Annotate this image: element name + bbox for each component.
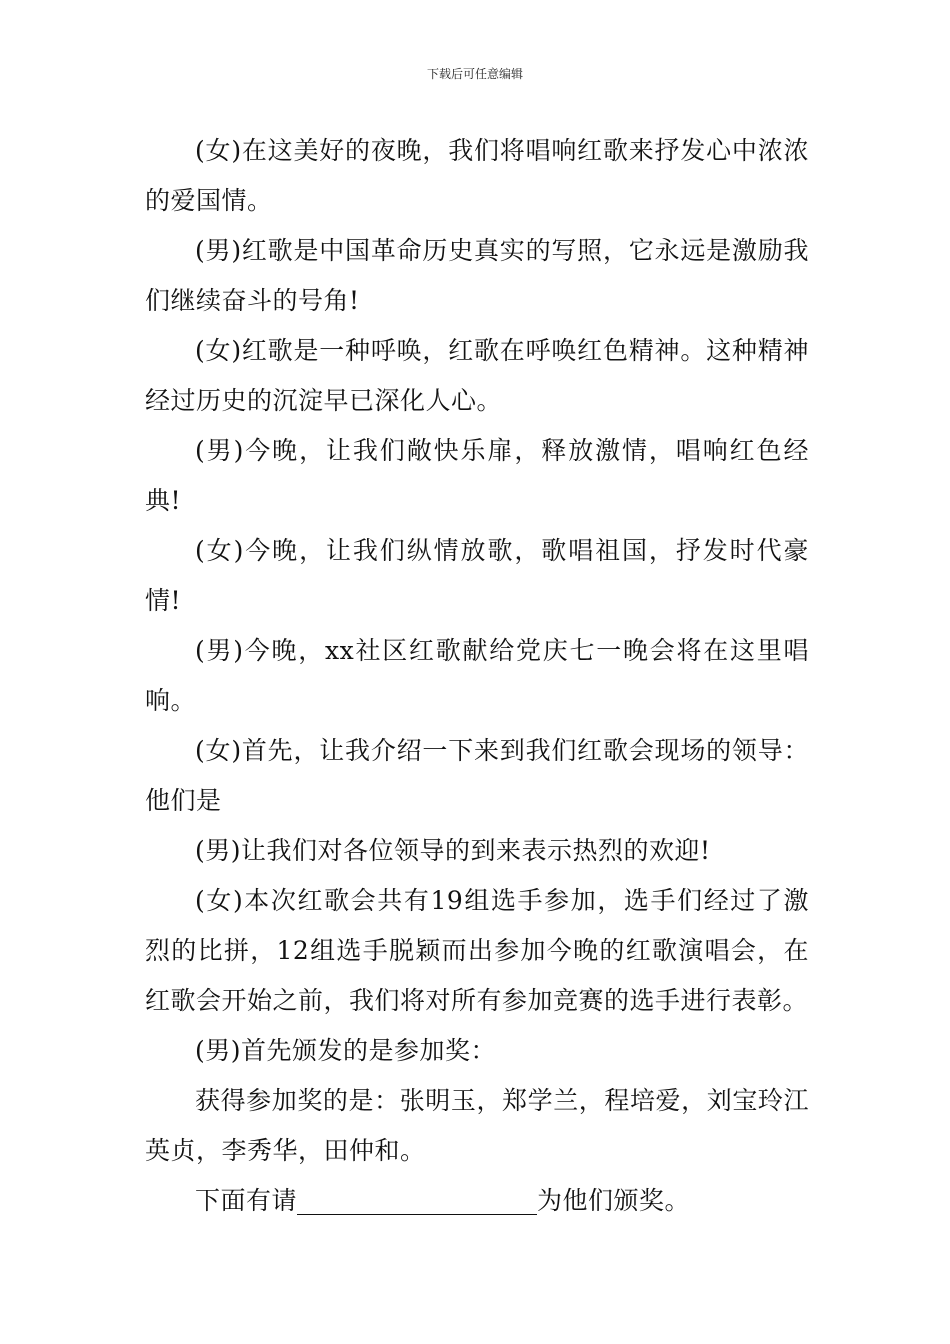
paragraph-12 [145,1176,809,1226]
paragraph-8: (男)让我们对各位领导的到来表示热烈的欢迎! [195,836,711,865]
paragraph-7: (女)首先，让我介绍一下来到我们红歌会现场的领导：他们是 [145,736,809,815]
paragraph-4: (男)今晚，让我们敞快乐扉，释放激情，唱响红色经典! [145,436,809,515]
paragraph-1: (女)在这美好的夜晚，我们将唱响红歌来抒发心中浓浓的爱国情。 [145,136,809,215]
paragraph-11: 获得参加奖的是：张明玉，郑学兰，程培爱，刘宝玲江英贞，李秀华，田仲和。 [145,1086,809,1165]
paragraph-2: (男)红歌是中国革命历史真实的写照，它永远是激励我们继续奋斗的号角! [145,236,809,315]
invite-text: 下面有请 [195,1186,298,1215]
award-text: 为他们颁奖。 [537,1186,691,1215]
document-body [145,126,809,1226]
paragraph-3: (女)红歌是一种呼唤，红歌在呼唤红色精神。这种精神经过历史的沉淀早已深化人心。 [145,336,809,415]
fill-in-blank-line [297,1184,537,1215]
paragraph-5: (女)今晚，让我们纵情放歌，歌唱祖国，抒发时代豪情! [145,536,809,615]
page-header: 下载后可任意编辑 [426,67,523,81]
paragraph-10: (男)首先颁发的是参加奖： [195,1036,497,1065]
paragraph-9: (女)本次红歌会共有19组选手参加，选手们经过了激烈的比拼，12组选手脱颖而出参加今晚的红歌演唱会，在红歌会开始之前，我们将对所有参加竞赛的选手进行表彰。 [145,886,809,1015]
paragraph-6: (男)今晚，xx社区红歌献给党庆七一晚会将在这里唱响。 [145,636,809,715]
